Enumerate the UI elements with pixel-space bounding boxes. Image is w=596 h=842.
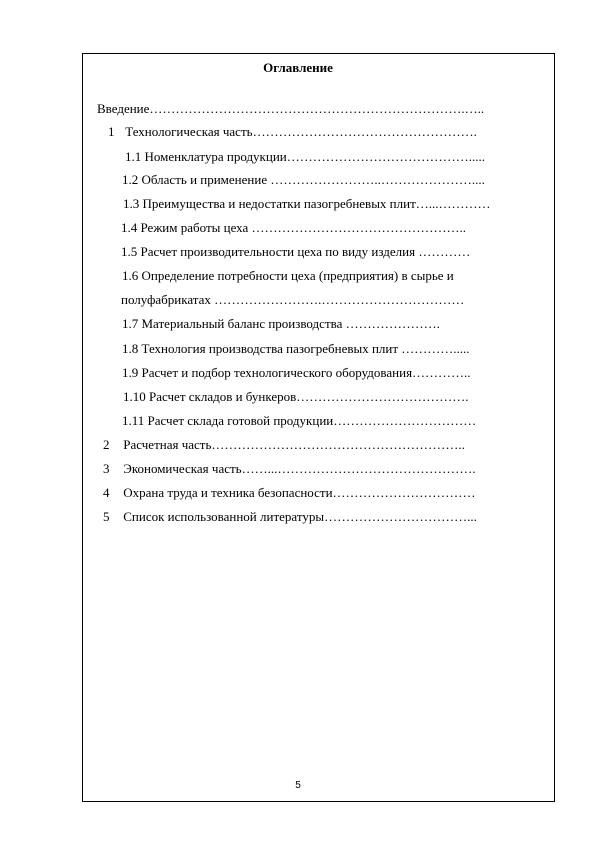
toc-entry-number: 1 <box>108 124 115 139</box>
toc-entry-text: 1.3 Преимущества и недостатки пазогребневых плит…...………… <box>123 196 491 211</box>
toc-entry-text: 1.2 Область и применение ……………………..………………….... <box>122 172 485 187</box>
toc-entry-text: 1.9 Расчет и подбор технологического оборудования………….. <box>122 365 471 380</box>
toc-entry-text: Экономическая часть……...………………………………………. <box>123 461 476 476</box>
toc-entry-text: 1.11 Расчет склада готовой продукции…………………………… <box>122 413 477 428</box>
toc-entry-text: Список использованной литературы……………………………... <box>123 509 477 524</box>
toc-entry-number: 2 <box>103 437 110 452</box>
toc-entry-section-3[interactable] <box>103 461 476 477</box>
page-number: 5 <box>295 780 301 791</box>
toc-entry-text: 1.10 Расчет складов и бункеров…………………………………. <box>123 389 469 404</box>
toc-entry-1-6-continued[interactable] <box>121 292 464 308</box>
toc-entry-text: 1.7 Материальный баланс производства …………………. <box>122 316 440 331</box>
toc-entry-text: 1.5 Расчет производительности цеха по виду изделия ………… <box>121 244 471 259</box>
toc-entry-introduction[interactable] <box>97 101 484 117</box>
toc-entry-section-5[interactable] <box>103 509 477 525</box>
toc-entry-number: 3 <box>103 461 110 476</box>
toc-entry-1-8[interactable] <box>122 341 470 357</box>
toc-entry-text: Охрана труда и техника безопасности…………………………… <box>123 485 476 500</box>
toc-heading: Оглавление <box>263 60 333 75</box>
toc-entry-1-11[interactable] <box>122 413 476 429</box>
toc-entry-number: 5 <box>103 509 110 524</box>
toc-entry-number: 4 <box>103 485 110 500</box>
toc-entry-text: Введение……………………………………………………………….….. <box>97 101 485 116</box>
toc-entry-text: 1.1 Номенклатура продукции……………………………………..... <box>125 149 485 164</box>
toc-entry-1-4[interactable] <box>121 220 466 236</box>
toc-entry-1-1[interactable] <box>125 149 485 165</box>
toc-entry-text: полуфабрикатах …………………….…………………………… <box>121 292 465 307</box>
toc-entry-text: Технологическая часть……………………………………………. <box>125 124 477 139</box>
toc-entry-section-2[interactable] <box>103 437 465 453</box>
toc-entry-1-7[interactable] <box>122 316 440 332</box>
toc-entry-1-6[interactable] <box>122 268 454 284</box>
toc-entry-text: 1.8 Технология производства пазогребневых плит …………..... <box>122 341 470 356</box>
toc-entry-section-4[interactable] <box>103 485 476 501</box>
toc-entry-text: 1.6 Определение потребности цеха (предприятия) в сырье и <box>122 268 454 283</box>
toc-entry-text: 1.4 Режим работы цеха ………………………………………….. <box>121 220 467 235</box>
toc-entry-1-5[interactable] <box>121 244 470 260</box>
toc-entry-1-10[interactable] <box>123 389 469 405</box>
toc-entry-text: Расчетная часть………………………………………………….. <box>123 437 465 452</box>
toc-entry-1-3[interactable] <box>123 196 491 212</box>
toc-entry-1-9[interactable] <box>122 365 471 381</box>
toc-entry-section-1[interactable] <box>108 124 477 140</box>
toc-entry-1-2[interactable] <box>122 172 485 188</box>
